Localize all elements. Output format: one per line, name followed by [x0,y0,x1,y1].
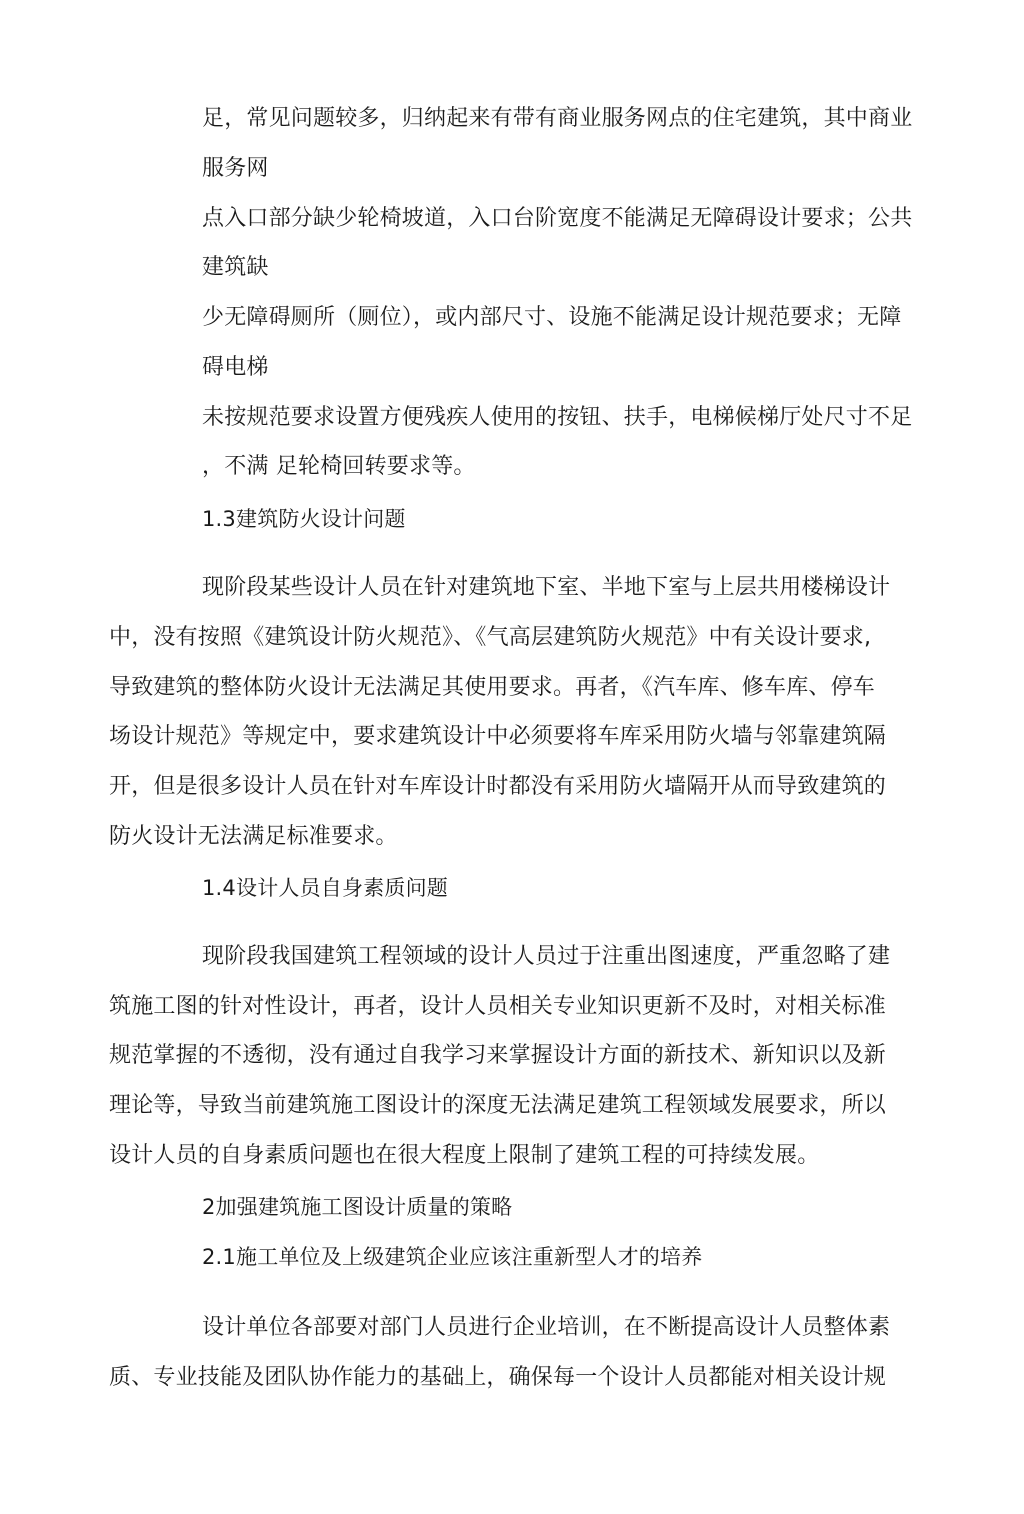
paragraph-line: 场设计规范》等规定中，要求建筑设计中必须要将车库采用防火墙与邻靠建筑隔 [109,724,887,749]
paragraph-line: 规范掌握的不透彻，没有通过自我学习来掌握设计方面的新技术、新知识以及新 [109,1043,887,1068]
text-line: 服务网 [202,156,269,181]
paragraph-line: 现阶段某些设计人员在针对建筑地下室、半地下室与上层共用楼梯设计 [202,575,891,600]
paragraph-line: 导致建筑的整体防火设计无法满足其使用要求。再者，《汽车库、修车库、停车 [109,675,876,700]
paragraph-line: 中，没有按照《建筑设计防火规范》、《气高层建筑防火规范》中有关设计要求, [109,625,872,650]
paragraph-line: 设计单位各部要对部门人员进行企业培训，在不断提高设计人员整体素 [202,1315,891,1340]
text-line: ，不满 足轮椅回转要求等。 [202,454,476,479]
text-line: 少无障碍厕所（厕位），或内部尺寸、设施不能满足设计规范要求；无障 [202,305,902,330]
subsection-heading: 2.1施工单位及上级建筑企业应该注重新型人才的培养 [202,1245,703,1269]
paragraph-line: 理论等，导致当前建筑施工图设计的深度无法满足建筑工程领域发展要求，所以 [109,1093,887,1118]
paragraph-line: 防火设计无法满足标准要求。 [109,824,398,849]
text-line: 碍电梯 [202,355,269,380]
paragraph-line: 现阶段我国建筑工程领域的设计人员过于注重出图速度，严重忽略了建 [202,944,891,969]
section-heading: 1.3建筑防火设计问题 [202,507,406,531]
paragraph-line: 质、专业技能及团队协作能力的基础上，确保每一个设计人员都能对相关设计规 [109,1365,887,1390]
text-line: 点入口部分缺少轮椅坡道，入口台阶宽度不能满足无障碍设计要求；公共 [202,206,913,231]
text-line: 足，常见问题较多，归纳起来有带有商业服务网点的住宅建筑，其中商业 [202,106,913,131]
text-line: 未按规范要求设置方便残疾人使用的按钮、扶手，电梯候梯厅处尺寸不足 [202,405,913,430]
section-heading: 2加强建筑施工图设计质量的策略 [202,1195,513,1219]
paragraph-line: 开，但是很多设计人员在针对车库设计时都没有采用防火墙隔开从而导致建筑的 [109,774,887,799]
section-heading: 1.4设计人员自身素质问题 [202,876,448,900]
paragraph-line: 设计人员的自身素质问题也在很大程度上限制了建筑工程的可持续发展。 [109,1143,820,1168]
paragraph-line: 筑施工图的针对性设计，再者，设计人员相关专业知识更新不及时，对相关标准 [109,994,887,1019]
text-line: 建筑缺 [202,255,269,280]
